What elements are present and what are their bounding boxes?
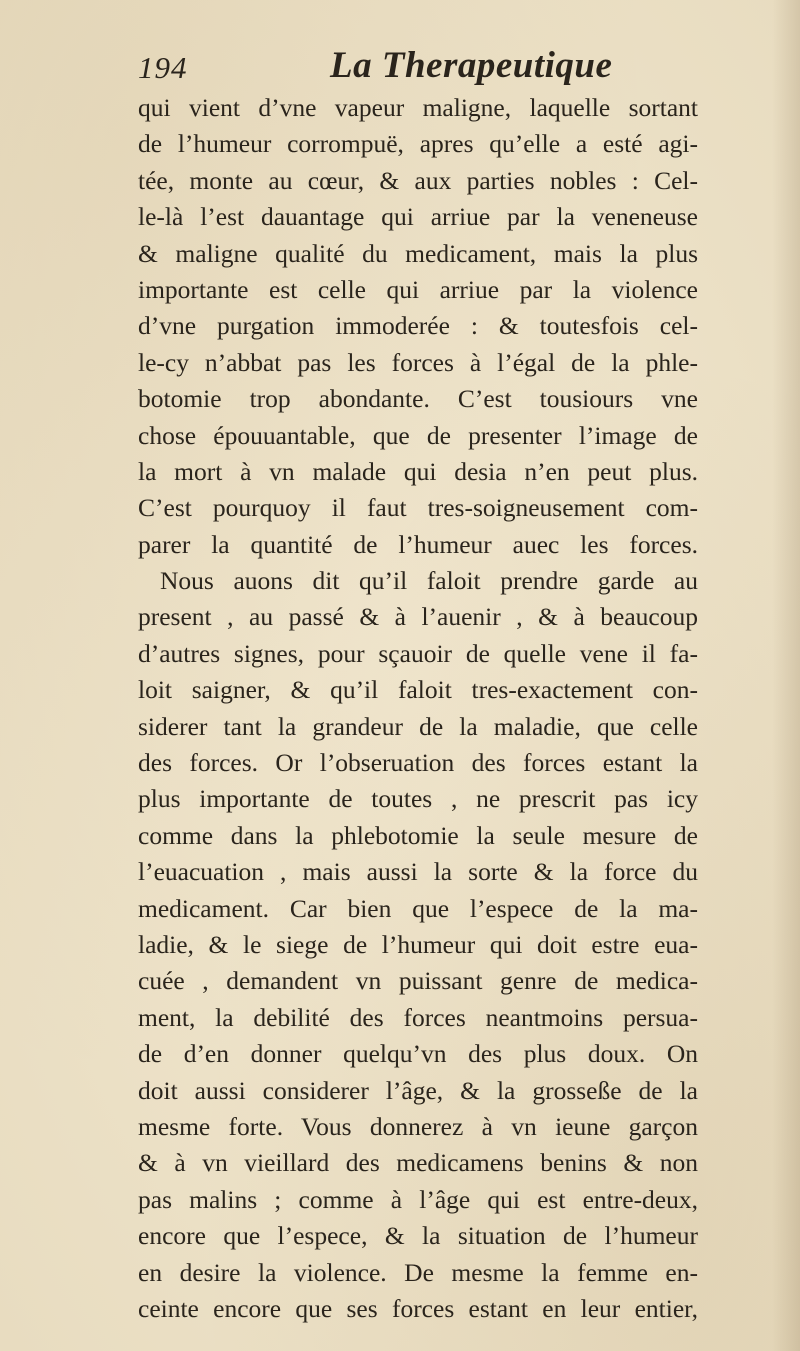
text-line: siderer tant la grandeur de la maladie, que celle bbox=[138, 711, 698, 741]
text-line: comme dans la phlebotomie la seule mesure de bbox=[138, 820, 698, 850]
text-line: de d’en donner quelqu’vn des plus doux. On bbox=[138, 1039, 698, 1069]
text-line: mesme forte. Vous donnerez à vn ieune garçon bbox=[138, 1111, 698, 1141]
text-line: le-cy n’abbat pas les forces à l’égal de la phle- bbox=[138, 347, 698, 377]
running-head: La Therapeutique bbox=[330, 45, 613, 86]
text-line: de l’humeur corrompuë, apres qu’elle a esté agi- bbox=[138, 129, 698, 159]
text-line: en desire la violence. De mesme la femme en- bbox=[138, 1257, 698, 1287]
text-line: ladie, & le siege de l’humeur qui doit estre eua- bbox=[138, 929, 698, 959]
text-line: doit aussi considerer l’âge, & la grosseße de la bbox=[138, 1075, 698, 1105]
text-line: d’autres signes, pour sçauoir de quelle vene il fa- bbox=[138, 638, 698, 668]
text-line: tée, monte au cœur, & aux parties nobles : Cel- bbox=[138, 165, 698, 195]
text-line: importante est celle qui arriue par la violence bbox=[138, 274, 698, 304]
text-line: ment, la debilité des forces neantmoins persua- bbox=[138, 1002, 698, 1032]
text-line: d’vne purgation immoderée : & toutesfois cel- bbox=[138, 311, 698, 341]
text-line: qui vient d’vne vapeur maligne, laquelle sortant bbox=[138, 93, 698, 122]
body-text bbox=[138, 90, 698, 1327]
text-line: present , au passé & à l’auenir , & à beaucoup bbox=[138, 602, 698, 632]
text-line: la mort à vn malade qui desia n’en peut plus. bbox=[138, 456, 698, 486]
text-line: chose épouuantable, que de presenter l’image de bbox=[138, 420, 698, 450]
text-line: medicament. Car bien que l’espece de la ma- bbox=[138, 893, 698, 923]
text-line: loit saigner, & qu’il faloit tres-exactement con- bbox=[138, 675, 698, 705]
text-line: cuée , demandent vn puissant genre de medica- bbox=[138, 966, 698, 996]
text-line: des forces. Or l’obseruation des forces estant la bbox=[138, 748, 698, 778]
text-line: Nous auons dit qu’il faloit prendre garde au bbox=[160, 566, 698, 596]
text-line: C’est pourquoy il faut tres-soigneusement com- bbox=[138, 493, 698, 523]
page-edge-shadow bbox=[772, 0, 800, 1351]
text-line: botomie trop abondante. C’est tousiours vne bbox=[138, 384, 698, 414]
page-number: 194 bbox=[138, 50, 188, 85]
text-line: & à vn vieillard des medicamens benins & non bbox=[138, 1148, 698, 1178]
text-line: l’euacuation , mais aussi la sorte & la force du bbox=[138, 857, 698, 887]
text-line: encore que l’espece, & la situation de l’humeur bbox=[138, 1221, 698, 1251]
text-line: le-là l’est dauantage qui arriue par la veneneuse bbox=[138, 202, 698, 232]
text-line: ceinte encore que ses forces estant en leur entier, bbox=[138, 1293, 698, 1323]
page-header bbox=[138, 44, 698, 92]
text-line: pas malins ; comme à l’âge qui est entre-deux, bbox=[138, 1184, 698, 1214]
text-line: plus importante de toutes , ne prescrit pas icy bbox=[138, 784, 698, 814]
text-line: & maligne qualité du medicament, mais la plus bbox=[138, 238, 698, 268]
text-line: parer la quantité de l’humeur auec les forces. bbox=[138, 529, 698, 559]
